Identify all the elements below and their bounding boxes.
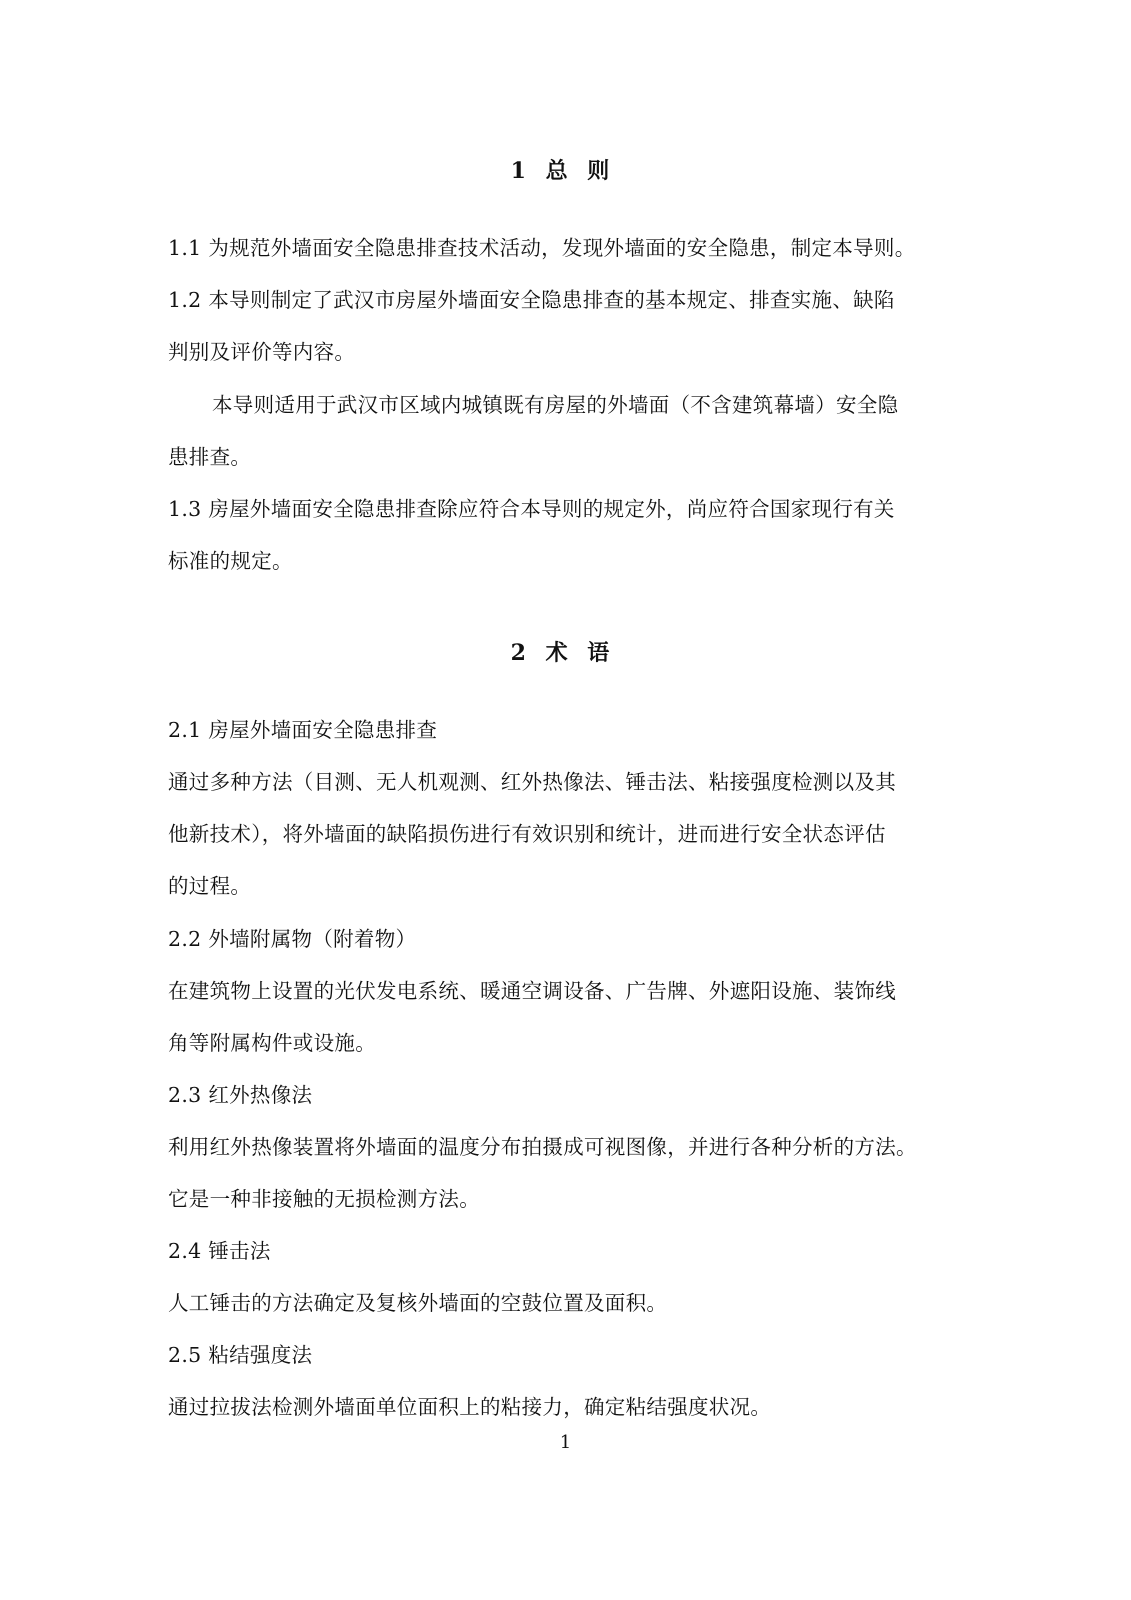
clause-1-3-cont: 标准的规定。 (168, 549, 293, 573)
clause-1-2: 1.2 本导则制定了武汉市房屋外墙面安全隐患排查的基本规定、排查实施、缺陷 (168, 288, 895, 312)
clause-1-3: 1.3 房屋外墙面安全隐患排查除应符合本导则的规定外，尚应符合国家现行有关 (168, 497, 895, 521)
clause-1-2-cont: 判别及评价等内容。 (168, 340, 356, 364)
term-2-2-def-cont: 角等附属构件或设施。 (168, 1031, 376, 1055)
section-heading-terms: 2 术 语 (510, 640, 616, 666)
clause-1-2-scope-cont: 患排查。 (168, 445, 252, 469)
clause-1-1: 1.1 为规范外墙面安全隐患排查技术活动，发现外墙面的安全隐患，制定本导则。 (168, 236, 916, 260)
page-number: 1 (559, 1432, 572, 1453)
term-2-4-def: 人工锤击的方法确定及复核外墙面的空鼓位置及面积。 (168, 1291, 668, 1315)
term-2-1-def-end: 的过程。 (168, 874, 252, 898)
term-2-5-title: 2.5 粘结强度法 (168, 1343, 313, 1367)
section-heading-general: 1 总 则 (510, 158, 616, 184)
term-2-4-title: 2.4 锤击法 (168, 1239, 271, 1263)
term-2-1-def-cont: 他新技术），将外墙面的缺陷损伤进行有效识别和统计，进而进行安全状态评估 (168, 822, 886, 846)
term-2-5-def: 通过拉拔法检测外墙面单位面积上的粘接力，确定粘结强度状况。 (168, 1395, 772, 1419)
term-2-3-def: 利用红外热像装置将外墙面的温度分布拍摄成可视图像，并进行各种分析的方法。 (168, 1135, 917, 1159)
term-2-1-def: 通过多种方法（目测、无人机观测、红外热像法、锤击法、粘接强度检测以及其 (168, 770, 896, 794)
term-2-3-def-cont: 它是一种非接触的无损检测方法。 (168, 1187, 480, 1211)
clause-1-2-scope: 本导则适用于武汉市区域内城镇既有房屋的外墙面（不含建筑幕墙）安全隐 (212, 393, 899, 417)
term-2-2-def: 在建筑物上设置的光伏发电系统、暖通空调设备、广告牌、外遮阳设施、装饰线 (168, 979, 896, 1003)
term-2-3-title: 2.3 红外热像法 (168, 1083, 313, 1107)
term-2-2-title: 2.2 外墙附属物（附着物） (168, 927, 417, 951)
term-2-1-title: 2.1 房屋外墙面安全隐患排查 (168, 718, 438, 742)
